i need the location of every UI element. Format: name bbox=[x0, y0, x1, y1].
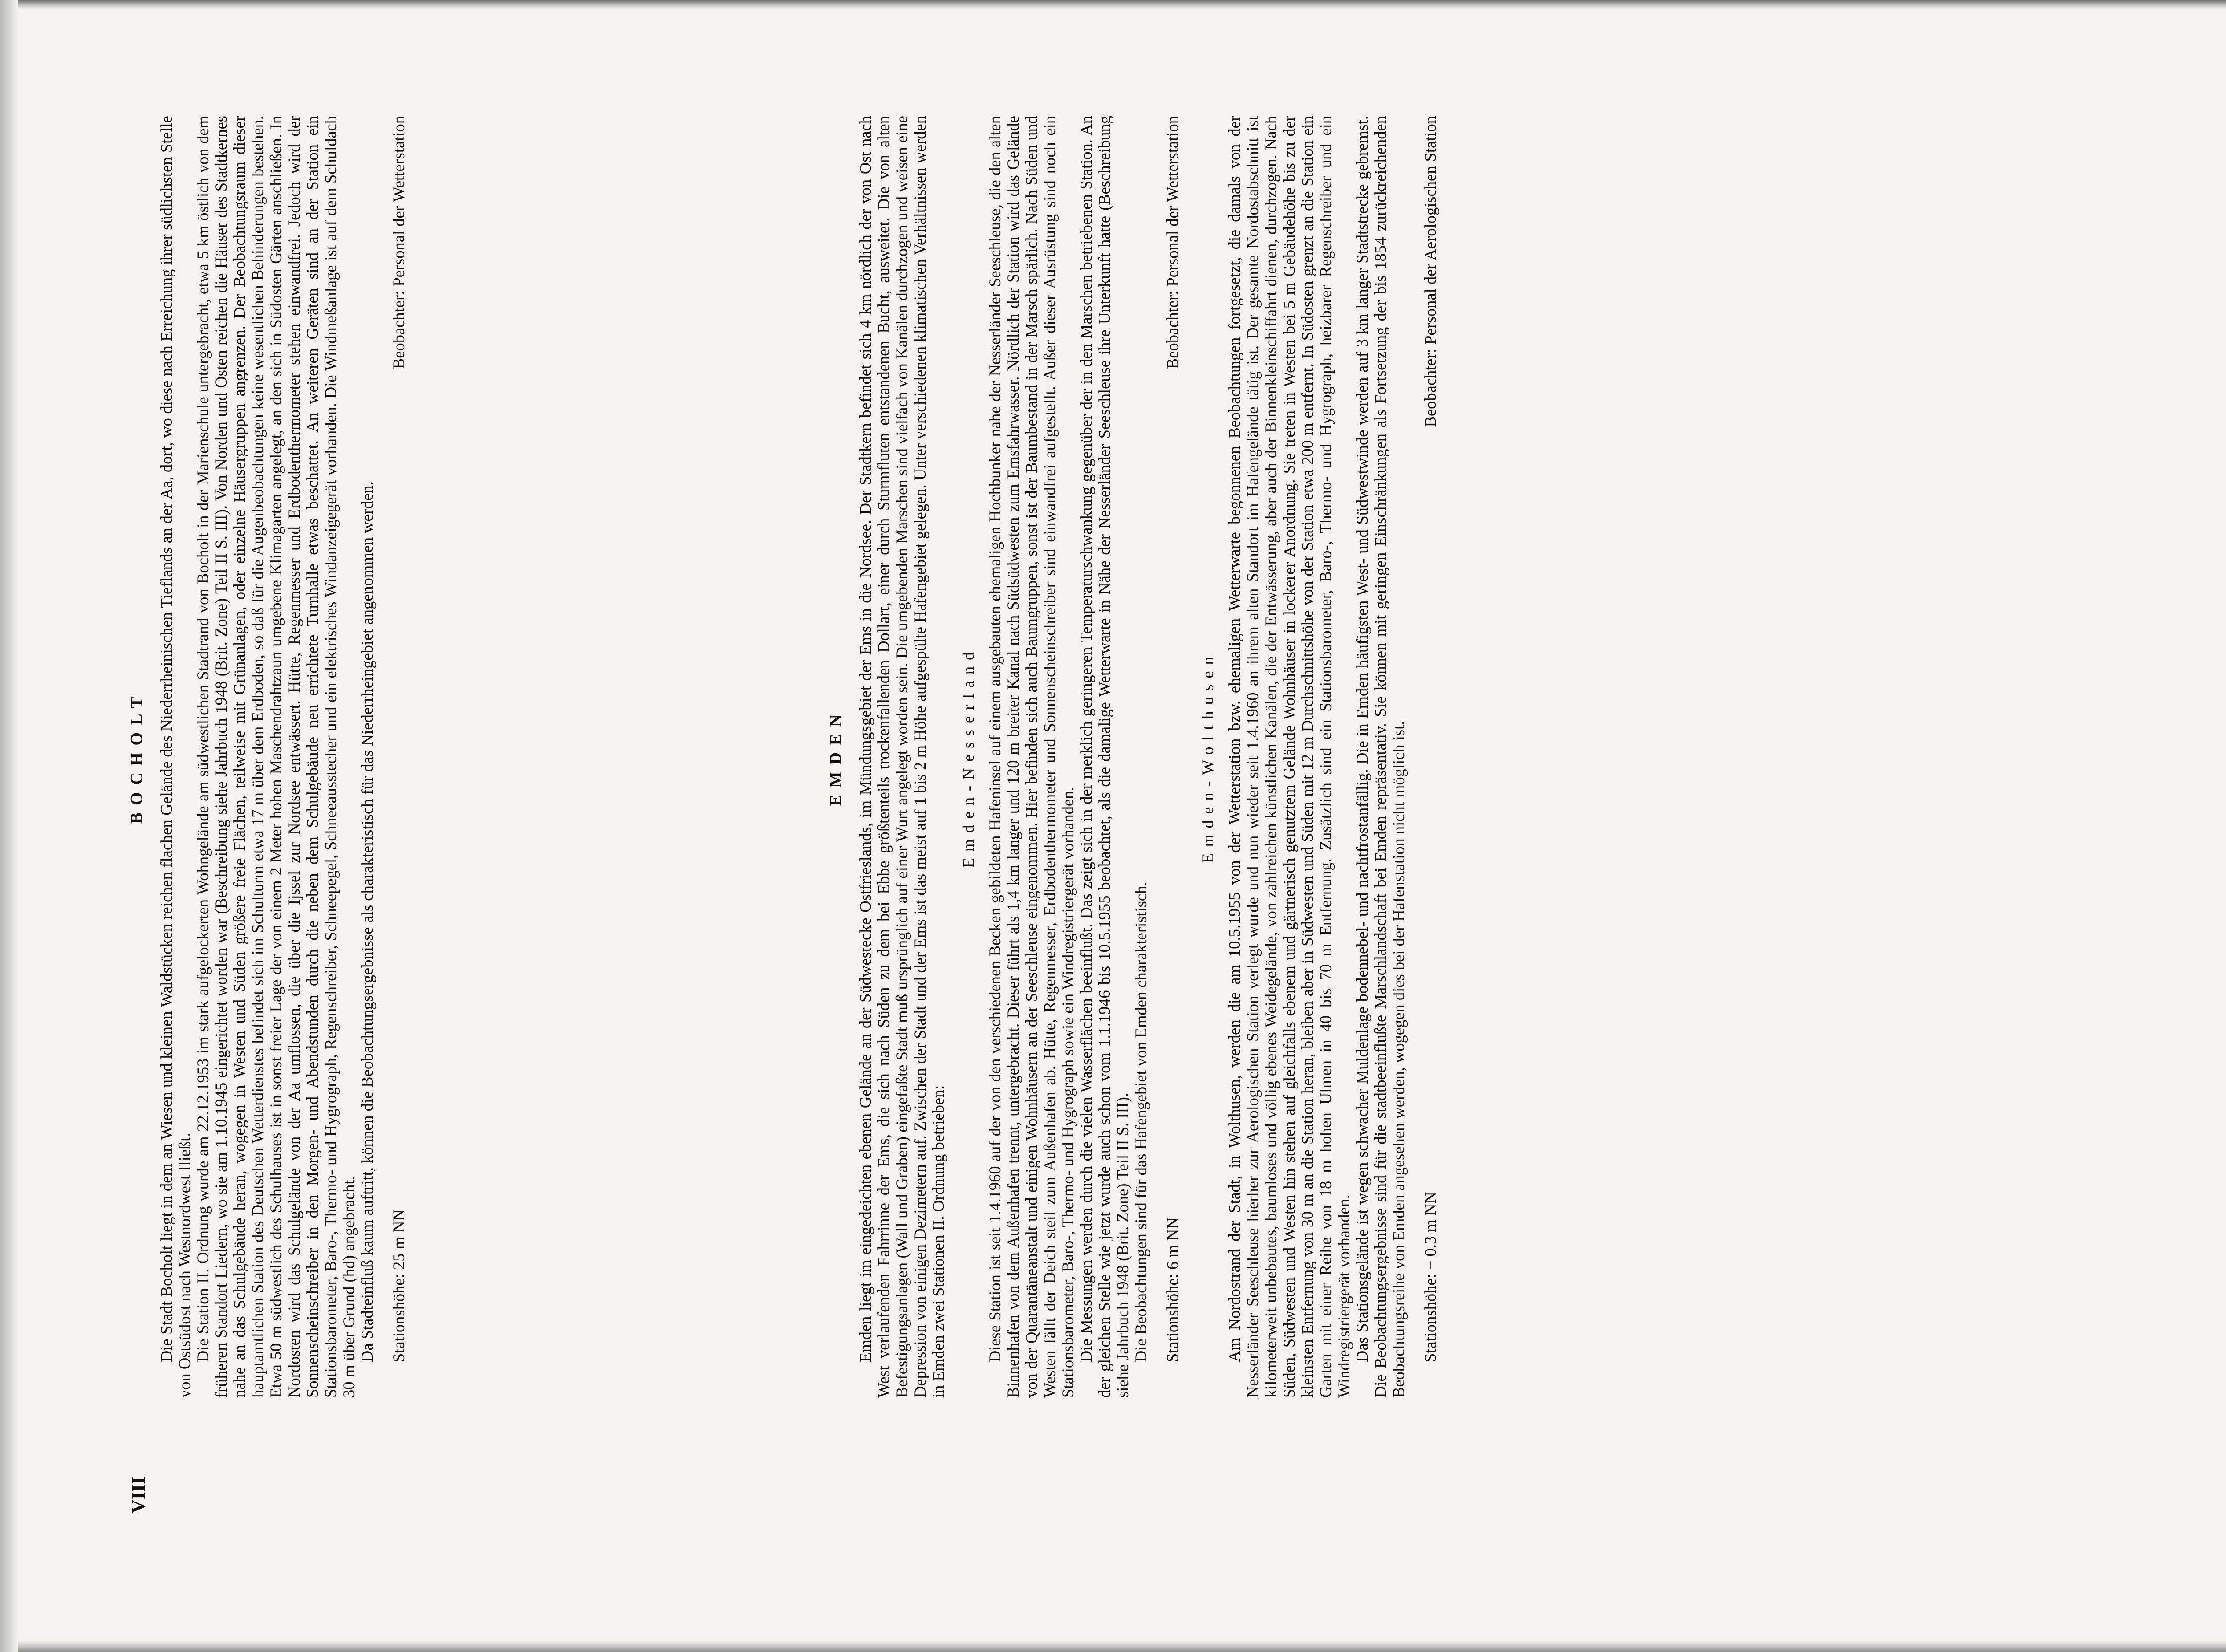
rotated-page bbox=[127, 102, 1917, 1527]
section-heading: BOCHOLT bbox=[127, 690, 146, 824]
section-heading: EMDEN bbox=[826, 707, 845, 806]
paragraph: Da Stadteinfluß kaum auftritt, können die Beobachtungsergebnisse als charakteristisch für das Niederrheingebiet angenommen werden. bbox=[358, 481, 376, 1362]
station-info-row bbox=[390, 116, 408, 1398]
paragraph: Die Station II. Ordnung wurde am 22.12.1953 im stark aufgelockerten Wohngelände am südwestlichen Stadtrand von Bocholt in der Marienschule untergebracht, etwa 5 km östlich von dem früheren Standort Liedern, wo sie am 1.10.1945 eingerichtet worden war (Beschreibung siehe Jahrbuch 1948 (Brit. Zone) Teil II S. III). Von Norden und Osten reichen die Häuser des Stadtkernes nahe an das Schulgebäude heran, wogegen in Westen und Süden größere freie Flächen, teilweise mit Grünanlagen, oder einzelne Häusergruppen angrenzen. Der Beobachtungsraum dieser hauptamtlichen Station des Deutschen Wetterdienstes befindet sich im Schulturm etwa 17 m über dem Erdboden, so daß für die Augenbeobachtungen keine wesentlichen Behinderungen bestehen. Etwa 50 m südwestlich des Schulhauses ist in sonst freier Lage der von einem 2 Meter hohen Maschendrahtzaun umgebene Klimagarten angelegt, an den sich in Südosten Gärten anschließen. In Nordosten wird das Schulgelände von der Aa umflossen, die über die Ijssel zur Nordsee entwässert. Hütte, Regenmesser und Erdbodenthermometer stehen einwandfrei. Jedoch wird der Sonnenscheinschreiber in den Morgen- und Abendstunden durch die neben dem Schulgebäude neu errichtete Turnhalle etwas beschattet. An weiteren Geräten sind an der Station ein Stationsbarometer, Baro-, Thermo- und Hygrograph, Regenschreiber, Schneepegel, Schneeausstecher und ein elektrisches Windanzeigegerät vorhanden. Die Windmeßanlage ist auf dem Schuldach 30 m über Grund (hd) angebracht. bbox=[194, 116, 358, 1398]
observer: Beobachter: Personal der Wetterstation bbox=[1163, 116, 1182, 369]
paragraph: Das Stationsgelände ist wegen schwacher Muldenlage bodennebel- und nachtfrostanfällig. Die in Emden häufigsten West- und Südwestwinde werden auf 3 km langer Stadtstrecke gebremst. Die Beobachtungsergebnisse sind für die stadtbeeinflußte Marschlandschaft bei Emden repräsentativ. Sie können mit geringen Einschränkungen als Fortsetzung der bis 1854 zurückreichenden Beobachtungsreihe von Emden angesehen werden, wogegen dies bei der Hafenstation nicht möglich ist. bbox=[1353, 116, 1408, 1398]
paragraph: Am Nordostrand der Stadt, in Wolthusen, werden die am 10.5.1955 von der Wetterstation bzw. ehemaligen Wetterwarte begonnenen Beobachtungen fortgesetzt, die damals von der Nesserländer Seeschleuse hierher zur Aerologischen Station verlegt wurde und nun wieder seit 1.4.1960 an ihrem alten Standort im Hafengelände tätig ist. Der gesamte Nordostabschnitt ist kilometerweit unbebautes, baumloses und völlig ebenes Weidegelände, von zahlreichen künstlichen Kanälen, die der Entwässerung, aber auch der Binnenkleinschiffahrt dienen, durchzogen. Nach Süden, Südwesten und Westen hin stehen auf gleichfalls ebenem und gärtnerisch genutztem Gelände Wohnhäuser in lockerer Anordnung. Sie treten in Westen bei 5 m Gebäudehöhe bis zu der kleinsten Entfernung von 30 m an die Station heran, bleiben aber in Südwesten und Süden mit 12 m Durchschnittshöhe von der Station etwa 200 m entfernt. In Südosten grenzt an die Station ein Garten mit einer Reihe von 18 m hohen Ulmen in 40 bis 70 m Entfernung. Zusätzlich sind ein Stationsbarometer, Baro-, Thermo- und Hygrograph, heizbarer Regenschreiber und ein Windregistriergerät vorhanden. bbox=[1225, 116, 1353, 1398]
paragraph: Die Beobachtungen sind für das Hafengebiet von Emden charakteristisch. bbox=[1132, 881, 1150, 1362]
station-info-row bbox=[1163, 116, 1182, 1398]
section-bocholt bbox=[127, 116, 425, 1398]
scan-edge-top bbox=[0, 0, 2226, 10]
subsection-heading: Emden-Nesserland bbox=[959, 646, 977, 868]
paragraph: Emden liegt im eingedeichten ebenen Gelände an der Südwestecke Ostfrieslands, im Mündungsgebiet der Ems in die Nordsee. Der Stadtkern befindet sich 4 km nördlich der von Ost nach West verlaufenden Fahrrinne der Ems, die sich nach Süden zu dem bei Ebbe größtenteils trockenfallenden Dollart, einer durch Sturmfluten entstandenen Bucht, ausweitet. Die von alten Befestigungsanlagen (Wall und Graben) eingefaßte Stadt muß ursprünglich auf einer Wurt angelegt worden sein. Die umgebenden Marschen sind vielfach von Kanälen durchzogen und weisen eine Depression von einigen Dezimetern auf. Zwischen der Stadt und der Ems ist das meist auf 1 bis 2 m Höhe aufgespülte Hafengebiet gelegen. Unter verschiedenen klimatischen Verhältnissen werden in Emden zwei Stationen II. Ordnung betrieben: bbox=[856, 116, 947, 1398]
section-emden bbox=[826, 116, 1456, 1398]
scan-edge-left bbox=[0, 0, 18, 1652]
scan-edge-bottom bbox=[0, 1640, 2226, 1652]
paragraph: Diese Station ist seit 1.4.1960 auf der von den verschiedenen Becken gebildeten Hafeninsel auf einem ausgebauten ehemaligen Hochbunker nahe der Nesserländer Seeschleuse, die den alten Binnenhafen von dem Außenhafen trennt, untergebracht. Dieser führt als 1,4 km langer und 120 m breiter Kanal nach Südsüdwesten zum Emsfahrwasser. Nördlich der Station wird das Gelände von der Quarantäneanstalt und einigen Wohnhäusern an der Seeschleuse eingenommen. Hier befinden sich auch Baumgruppen, sonst ist der Baumbestand in der Marsch spärlich. Nach Süden und Westen fällt der Deich steil zum Außenhafen ab. Hütte, Regenmesser, Erdbodenthermometer und Sonnenscheinschreiber sind einwandfrei aufgestellt. Außer dieser Ausrüstung sind noch ein Stationsbarometer, Baro-, Thermo- und Hygrograph sowie ein Windregistriergerät vorhanden. bbox=[986, 116, 1077, 1398]
subsection-heading: Emden-Wolthusen bbox=[1199, 650, 1217, 863]
station-info-row bbox=[1421, 116, 1439, 1398]
paragraph: Die Stadt Bocholt liegt in dem an Wiesen und kleinen Waldstücken reichen flachen Gelände des Niederrheinischen Tieflands an der Aa, dort, wo diese nach Erreichung ihrer südlichsten Stelle von Ostsüdost nach Westnordwest fließt. bbox=[157, 116, 194, 1398]
station-height: Stationshöhe: − 0.3 m NN bbox=[1421, 1192, 1439, 1362]
page-number: VIII bbox=[127, 1476, 149, 1514]
station-height: Stationshöhe: 6 m NN bbox=[1163, 1217, 1182, 1362]
observer: Beobachter: Personal der Wetterstation bbox=[390, 116, 408, 369]
observer: Beobachter: Personal der Aerologischen Station bbox=[1421, 116, 1439, 427]
station-height: Stationshöhe: 25 m NN bbox=[390, 1209, 408, 1362]
paragraph: Die Messungen werden durch die vielen Wasserflächen beeinflußt. Das zeigt sich in der merklich geringeren Temperaturschwankung gegenüber der in den Marschen betriebenen Station. An der gleichen Stelle wie jetzt wurde auch schon vom 1.1.1946 bis 10.5.1955 beobachtet, als die damalige Wetterwarte in Nähe der Nesserländer Seeschleuse ihre Unterkunft hatte (Beschreibung siehe Jahrbuch 1948 (Brit. Zone) Teil II S. III). bbox=[1077, 116, 1132, 1398]
